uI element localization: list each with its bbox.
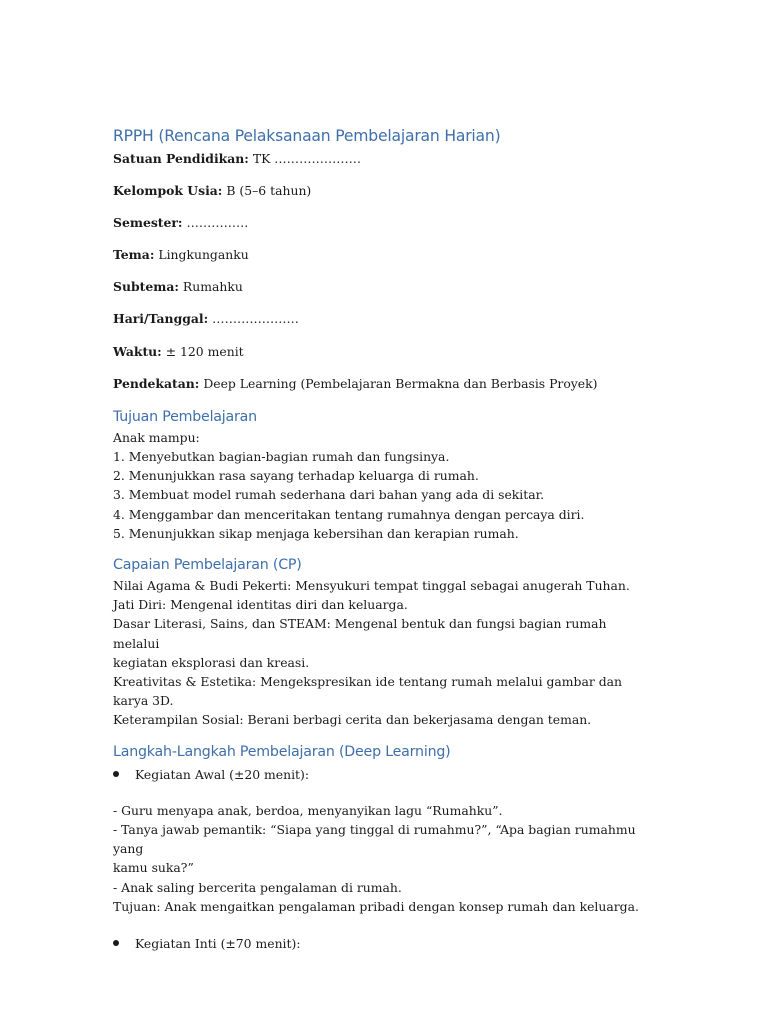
capaian-line: kegiatan eksplorasi dan kreasi. <box>113 654 310 670</box>
meta-value: Rumahku <box>182 279 243 295</box>
kegiatan-awal-line: - Anak saling bercerita pengalaman di rumah. <box>113 879 402 895</box>
kegiatan-awal-body <box>113 801 653 916</box>
section-heading-tujuan: Tujuan Pembelajaran <box>113 408 257 425</box>
spacer <box>113 784 653 801</box>
meta-value: Deep Learning (Pembelajaran Bermakna dan Berbasis Proyek) <box>203 375 598 391</box>
meta-pendekatan <box>113 374 653 393</box>
tujuan-item: 1. Menyebutkan bagian-bagian rumah dan fungsinya. <box>113 448 450 464</box>
capaian-line: Keterampilan Sosial: Berani berbagi cerita dan bekerjasama dengan teman. <box>113 712 592 728</box>
meta-satuan-pendidikan <box>113 149 653 168</box>
capaian-line: Jati Diri: Mengenal identitas diri dan keluarga. <box>113 597 408 613</box>
spacer <box>113 916 653 932</box>
meta-label: Semester: <box>113 215 183 231</box>
kegiatan-awal-line: Tujuan: Anak mengaitkan pengalaman pribadi dengan konsep rumah dan keluarga. <box>113 898 639 914</box>
kegiatan-awal-line: - Tanya jawab pemantik: “Siapa yang tinggal di rumahmu?”, “Apa bagian rumahmu yang <box>113 822 636 857</box>
tujuan-item: 2. Menunjukkan rasa sayang terhadap keluarga di rumah. <box>113 468 479 484</box>
section-heading-langkah: Langkah-Langkah Pembelajaran (Deep Learning) <box>113 743 451 760</box>
meta-semester <box>113 213 653 232</box>
kegiatan-awal-line: kamu suka?” <box>113 860 194 876</box>
tujuan-intro: Anak mampu: <box>113 429 200 445</box>
meta-label: Pendekatan: <box>113 375 200 391</box>
meta-kelompok-usia <box>113 181 653 200</box>
meta-value: …………… <box>186 215 249 231</box>
document-page <box>113 122 653 953</box>
capaian-line: Dasar Literasi, Sains, dan STEAM: Mengenal bentuk dan fungsi bagian rumah melalui <box>113 616 607 651</box>
kegiatan-awal-line: - Guru menyapa anak, berdoa, menyanyikan lagu “Rumahku”. <box>113 802 503 818</box>
meta-subtema <box>113 277 653 296</box>
section-heading-capaian: Capaian Pembelajaran (CP) <box>113 556 302 573</box>
meta-value: Lingkunganku <box>158 247 249 263</box>
meta-value: B (5–6 tahun) <box>226 183 312 199</box>
meta-label: Satuan Pendidikan: <box>113 151 249 166</box>
bullet-label: Kegiatan Inti (±70 menit): <box>135 936 301 952</box>
document-title: RPPH (Rencana Pelaksanaan Pembelajaran Harian) <box>113 127 501 145</box>
meta-tema <box>113 245 653 264</box>
meta-label: Tema: <box>113 247 155 263</box>
tujuan-item: 4. Menggambar dan menceritakan tentang rumahnya dengan percaya diri. <box>113 506 585 522</box>
capaian-line: Nilai Agama & Budi Pekerti: Mensyukuri tempat tinggal sebagai anugerah Tuhan. <box>113 577 630 593</box>
meta-hari-tanggal <box>113 309 653 328</box>
tujuan-item: 5. Menunjukkan sikap menjaga kebersihan dan kerapian rumah. <box>113 525 519 541</box>
bullet-dot-icon <box>113 771 119 777</box>
bullet-label: Kegiatan Awal (±20 menit): <box>135 766 310 782</box>
meta-value: TK ………………… <box>252 151 362 166</box>
meta-waktu <box>113 342 653 361</box>
tujuan-body <box>113 428 653 543</box>
meta-value: ± 120 menit <box>165 343 244 359</box>
meta-value: ………………… <box>212 311 299 327</box>
capaian-line: Kreativitas & Estetika: Mengekspresikan ide tentang rumah melalui gambar dan karya 3D. <box>113 673 623 709</box>
bullet-kegiatan-awal <box>113 765 653 784</box>
meta-label: Subtema: <box>113 279 179 295</box>
meta-label: Hari/Tanggal: <box>113 311 209 327</box>
capaian-body <box>113 576 653 730</box>
meta-label: Kelompok Usia: <box>113 183 223 199</box>
tujuan-item: 3. Membuat model rumah sederhana dari bahan yang ada di sekitar. <box>113 487 545 503</box>
bullet-kegiatan-inti <box>113 934 653 953</box>
bullet-dot-icon <box>113 940 119 946</box>
meta-label: Waktu: <box>113 343 162 359</box>
